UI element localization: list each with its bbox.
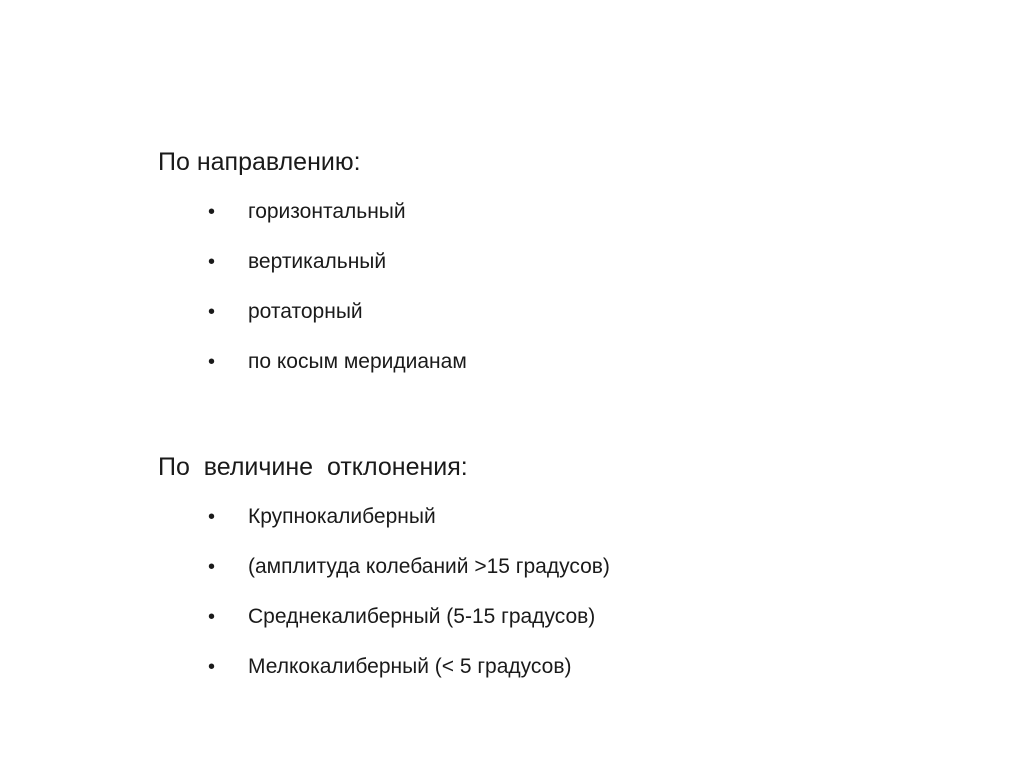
list-item-text: Крупнокалиберный bbox=[248, 505, 436, 528]
list-item bbox=[158, 294, 958, 344]
bullet-icon: • bbox=[208, 656, 216, 678]
list-item bbox=[158, 499, 958, 549]
list-item bbox=[158, 244, 958, 294]
list-item-text: Мелкокалиберный (< 5 градусов) bbox=[248, 655, 572, 678]
list-item bbox=[158, 344, 958, 394]
section-heading: По направлению: bbox=[158, 148, 361, 176]
bullet-icon: • bbox=[208, 556, 216, 578]
list-item bbox=[158, 649, 958, 699]
section-direction bbox=[158, 144, 958, 394]
bullet-icon: • bbox=[208, 201, 216, 223]
bullet-icon: • bbox=[208, 351, 216, 373]
section-heading: По величине отклонения: bbox=[158, 453, 468, 481]
list-item bbox=[158, 599, 958, 649]
section-deviation bbox=[158, 449, 958, 699]
list-item-text: (амплитуда колебаний >15 градусов) bbox=[248, 555, 610, 578]
list-item bbox=[158, 194, 958, 244]
bullet-list bbox=[158, 499, 958, 699]
list-item bbox=[158, 549, 958, 599]
list-item-text: Среднекалиберный (5-15 градусов) bbox=[248, 605, 596, 628]
list-item-text: горизонтальный bbox=[248, 200, 406, 223]
bullet-icon: • bbox=[208, 301, 216, 323]
list-item-text: ротаторный bbox=[248, 300, 363, 323]
bullet-icon: • bbox=[208, 606, 216, 628]
bullet-icon: • bbox=[208, 506, 216, 528]
bullet-icon: • bbox=[208, 251, 216, 273]
bullet-list bbox=[158, 194, 958, 394]
list-item-text: по косым меридианам bbox=[248, 350, 467, 373]
list-item-text: вертикальный bbox=[248, 250, 387, 273]
